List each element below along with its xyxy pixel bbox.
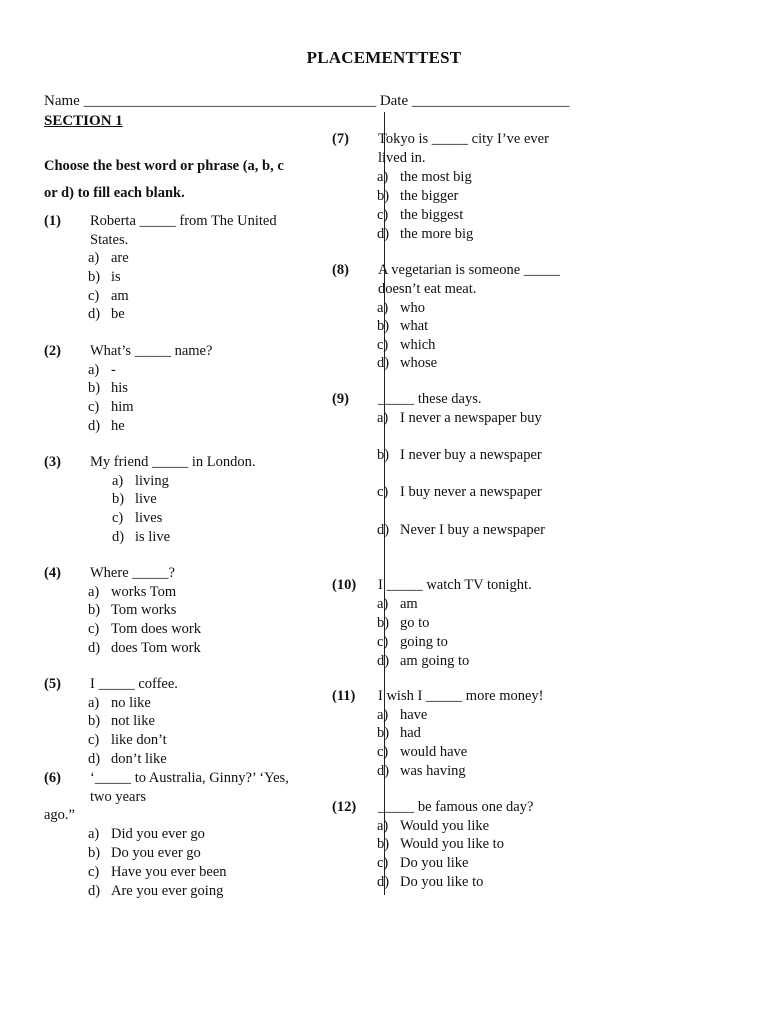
option-text: was having <box>400 763 466 779</box>
option-a <box>377 706 427 725</box>
question-text-line: lived in. <box>378 149 426 166</box>
option-c <box>377 743 467 762</box>
option-letter: d) <box>377 653 390 669</box>
option-c <box>88 398 134 417</box>
option-text: living <box>135 473 169 489</box>
option-text: have <box>400 707 428 723</box>
option-text: Do you ever go <box>111 845 201 861</box>
option-letter: a) <box>377 410 389 426</box>
question-5 <box>44 675 344 765</box>
option-d <box>377 521 545 540</box>
option-letter: b) <box>377 725 390 741</box>
question-10 <box>332 576 612 671</box>
option-text: Never I buy a newspaper <box>400 522 545 538</box>
option-letter: d) <box>377 226 390 242</box>
option-a <box>88 825 205 844</box>
question-text: What’s _____ name? <box>90 343 213 359</box>
option-a <box>88 583 176 602</box>
option-b <box>377 187 458 206</box>
option-letter: b) <box>88 269 101 285</box>
option-text: Do you like <box>400 855 469 871</box>
option-letter: c) <box>88 621 100 637</box>
question-number: (2) <box>44 343 61 359</box>
option-a <box>377 595 418 614</box>
option-letter: b) <box>377 447 390 463</box>
option-text: is <box>111 269 121 285</box>
option-text: am going to <box>400 653 470 669</box>
option-c <box>88 620 201 639</box>
option-text: Would you like <box>400 818 490 834</box>
option-text: which <box>400 337 436 353</box>
option-letter: a) <box>112 473 124 489</box>
option-b <box>88 601 176 620</box>
option-c <box>377 206 463 225</box>
option-d <box>377 873 483 892</box>
option-text: the biggest <box>400 207 464 223</box>
option-letter: c) <box>88 732 100 748</box>
option-text: Did you ever go <box>111 826 205 842</box>
option-a <box>377 409 542 428</box>
option-letter: d) <box>88 640 101 656</box>
option-letter: c) <box>377 634 389 650</box>
question-2 <box>44 342 344 432</box>
question-8 <box>332 261 612 371</box>
option-text: going to <box>400 634 448 650</box>
option-text: I never a newspaper buy <box>400 410 542 426</box>
option-letter: d) <box>377 522 390 538</box>
question-number: (7) <box>332 131 349 147</box>
option-letter: c) <box>377 855 389 871</box>
option-b <box>112 490 157 509</box>
option-text: I buy never a newspaper <box>400 484 542 500</box>
option-letter: a) <box>377 707 389 723</box>
question-3 <box>44 453 344 543</box>
option-text: be <box>111 306 125 322</box>
option-c <box>377 633 448 652</box>
option-letter: c) <box>88 864 100 880</box>
question-number: (10) <box>332 577 357 593</box>
question-12 <box>332 798 612 893</box>
option-d <box>377 354 437 373</box>
option-letter: d) <box>112 529 125 545</box>
option-text: am <box>111 288 129 304</box>
option-text: are <box>111 250 129 266</box>
question-number: (1) <box>44 213 61 229</box>
question-text: My friend _____ in London. <box>90 454 256 470</box>
option-c <box>377 336 435 355</box>
question-text-line: States. <box>90 231 129 248</box>
option-c <box>377 854 468 873</box>
option-letter: d) <box>88 751 101 767</box>
option-letter: a) <box>88 584 100 600</box>
option-a <box>88 249 129 268</box>
option-a <box>88 694 151 713</box>
option-text: the bigger <box>400 188 459 204</box>
option-letter: d) <box>377 874 390 890</box>
option-a <box>377 299 425 318</box>
question-number: (12) <box>332 799 357 815</box>
instruction-line-1: Choose the best word or phrase (a, b, c <box>44 158 284 174</box>
option-c <box>112 509 162 528</box>
question-number: (11) <box>332 688 356 704</box>
option-d <box>377 652 469 671</box>
section-heading: SECTION 1 <box>44 113 123 129</box>
question-6 <box>44 769 344 899</box>
question-number: (9) <box>332 391 349 407</box>
option-text: who <box>400 300 425 316</box>
question-11 <box>332 687 612 782</box>
option-b <box>88 379 128 398</box>
option-c <box>88 731 167 750</box>
option-c <box>88 287 129 306</box>
option-letter: b) <box>377 188 390 204</box>
page-title: PLACEMENTTEST <box>306 48 462 67</box>
option-letter: b) <box>377 615 390 631</box>
question-1 <box>44 212 344 322</box>
option-letter: b) <box>88 602 101 618</box>
option-text: live <box>135 491 157 507</box>
option-letter: a) <box>377 818 389 834</box>
question-text: _____ these days. <box>378 391 482 407</box>
option-d <box>88 305 125 324</box>
option-letter: c) <box>88 288 100 304</box>
option-text: Would you like to <box>400 836 504 852</box>
name-date-line: Name _______________________________________ Date _____________________ <box>44 93 570 109</box>
option-text: don’t like <box>111 751 167 767</box>
question-number: (6) <box>44 770 61 786</box>
option-b <box>377 835 504 854</box>
question-text: Where _____? <box>90 565 175 581</box>
question-text: I _____ coffee. <box>90 676 178 692</box>
option-text: Tom works <box>111 602 177 618</box>
question-text-line: A vegetarian is someone _____ <box>378 262 561 278</box>
option-letter: a) <box>377 169 389 185</box>
option-letter: c) <box>377 744 389 760</box>
question-number: (5) <box>44 676 61 692</box>
option-letter: a) <box>88 362 100 378</box>
option-letter: c) <box>88 399 100 415</box>
option-c <box>88 863 227 882</box>
option-b <box>377 724 421 743</box>
question-text: _____ be famous one day? <box>378 799 534 815</box>
option-a <box>112 472 169 491</box>
option-d <box>377 225 473 244</box>
option-a <box>88 361 116 380</box>
option-letter: d) <box>88 883 101 899</box>
option-b <box>88 712 155 731</box>
option-letter: b) <box>88 845 101 861</box>
option-text: his <box>111 380 128 396</box>
question-number: (8) <box>332 262 349 278</box>
option-text: the most big <box>400 169 472 185</box>
option-text: like don’t <box>111 732 167 748</box>
option-text: am <box>400 596 418 612</box>
option-letter: c) <box>377 484 389 500</box>
question-text <box>378 130 578 167</box>
option-letter: b) <box>112 491 125 507</box>
option-d <box>88 639 201 658</box>
option-text: him <box>111 399 134 415</box>
instruction-line-2: or d) to fill each blank. <box>44 185 185 201</box>
option-b <box>377 614 429 633</box>
option-text: what <box>400 318 429 334</box>
option-text: Have you ever been <box>111 864 227 880</box>
question-text <box>378 261 578 298</box>
option-a <box>377 168 472 187</box>
option-text: go to <box>400 615 430 631</box>
option-letter: c) <box>377 207 389 223</box>
option-letter: b) <box>377 318 390 334</box>
option-c <box>377 483 542 502</box>
option-text: no like <box>111 695 151 711</box>
option-b <box>377 317 428 336</box>
option-text: the more big <box>400 226 474 242</box>
option-text: whose <box>400 355 438 371</box>
question-text-line: doesn’t eat meat. <box>378 280 477 297</box>
option-text: Tom does work <box>111 621 202 637</box>
option-letter: a) <box>377 300 389 316</box>
option-text: Do you like to <box>400 874 484 890</box>
option-d <box>88 417 125 436</box>
option-text: - <box>111 362 116 378</box>
question-7 <box>332 130 612 240</box>
option-letter: d) <box>88 306 101 322</box>
option-letter: a) <box>88 250 100 266</box>
question-4 <box>44 564 344 654</box>
option-letter: b) <box>377 836 390 852</box>
option-d <box>88 750 167 769</box>
question-text <box>90 769 310 806</box>
option-letter: a) <box>88 826 100 842</box>
option-text: would have <box>400 744 468 760</box>
question-number: (4) <box>44 565 61 581</box>
option-letter: b) <box>88 713 101 729</box>
option-b <box>377 446 542 465</box>
question-number: (3) <box>44 454 61 470</box>
question-text: I wish I _____ more money! <box>378 688 544 704</box>
option-letter: c) <box>112 510 124 526</box>
option-text: lives <box>135 510 163 526</box>
option-letter: d) <box>377 355 390 371</box>
option-text: is live <box>135 529 171 545</box>
option-b <box>88 268 121 287</box>
question-text: I _____ watch TV tonight. <box>378 577 532 593</box>
question-text-line: ‘_____ to Australia, Ginny?’ ‘Yes, <box>90 770 289 786</box>
option-b <box>88 844 201 863</box>
option-letter: c) <box>377 337 389 353</box>
option-a <box>377 817 489 836</box>
option-text: does Tom work <box>111 640 201 656</box>
question-text-line: Tokyo is _____ city I’ve ever <box>378 131 549 147</box>
option-text: I never buy a newspaper <box>400 447 542 463</box>
option-text: not like <box>111 713 155 729</box>
question-text <box>90 212 300 249</box>
option-letter: d) <box>88 418 101 434</box>
option-letter: d) <box>377 763 390 779</box>
question-text-line: ago.” <box>44 807 75 823</box>
option-letter: b) <box>88 380 101 396</box>
option-text: works Tom <box>111 584 177 600</box>
question-text-line: Roberta _____ from The United <box>90 213 277 229</box>
option-d <box>88 882 223 901</box>
question-9 <box>332 390 612 550</box>
option-d <box>112 528 170 547</box>
option-letter: a) <box>88 695 100 711</box>
option-d <box>377 762 466 781</box>
option-letter: a) <box>377 596 389 612</box>
option-text: he <box>111 418 125 434</box>
option-text: had <box>400 725 421 741</box>
option-text: Are you ever going <box>111 883 224 899</box>
question-text-line: two years <box>90 788 146 805</box>
